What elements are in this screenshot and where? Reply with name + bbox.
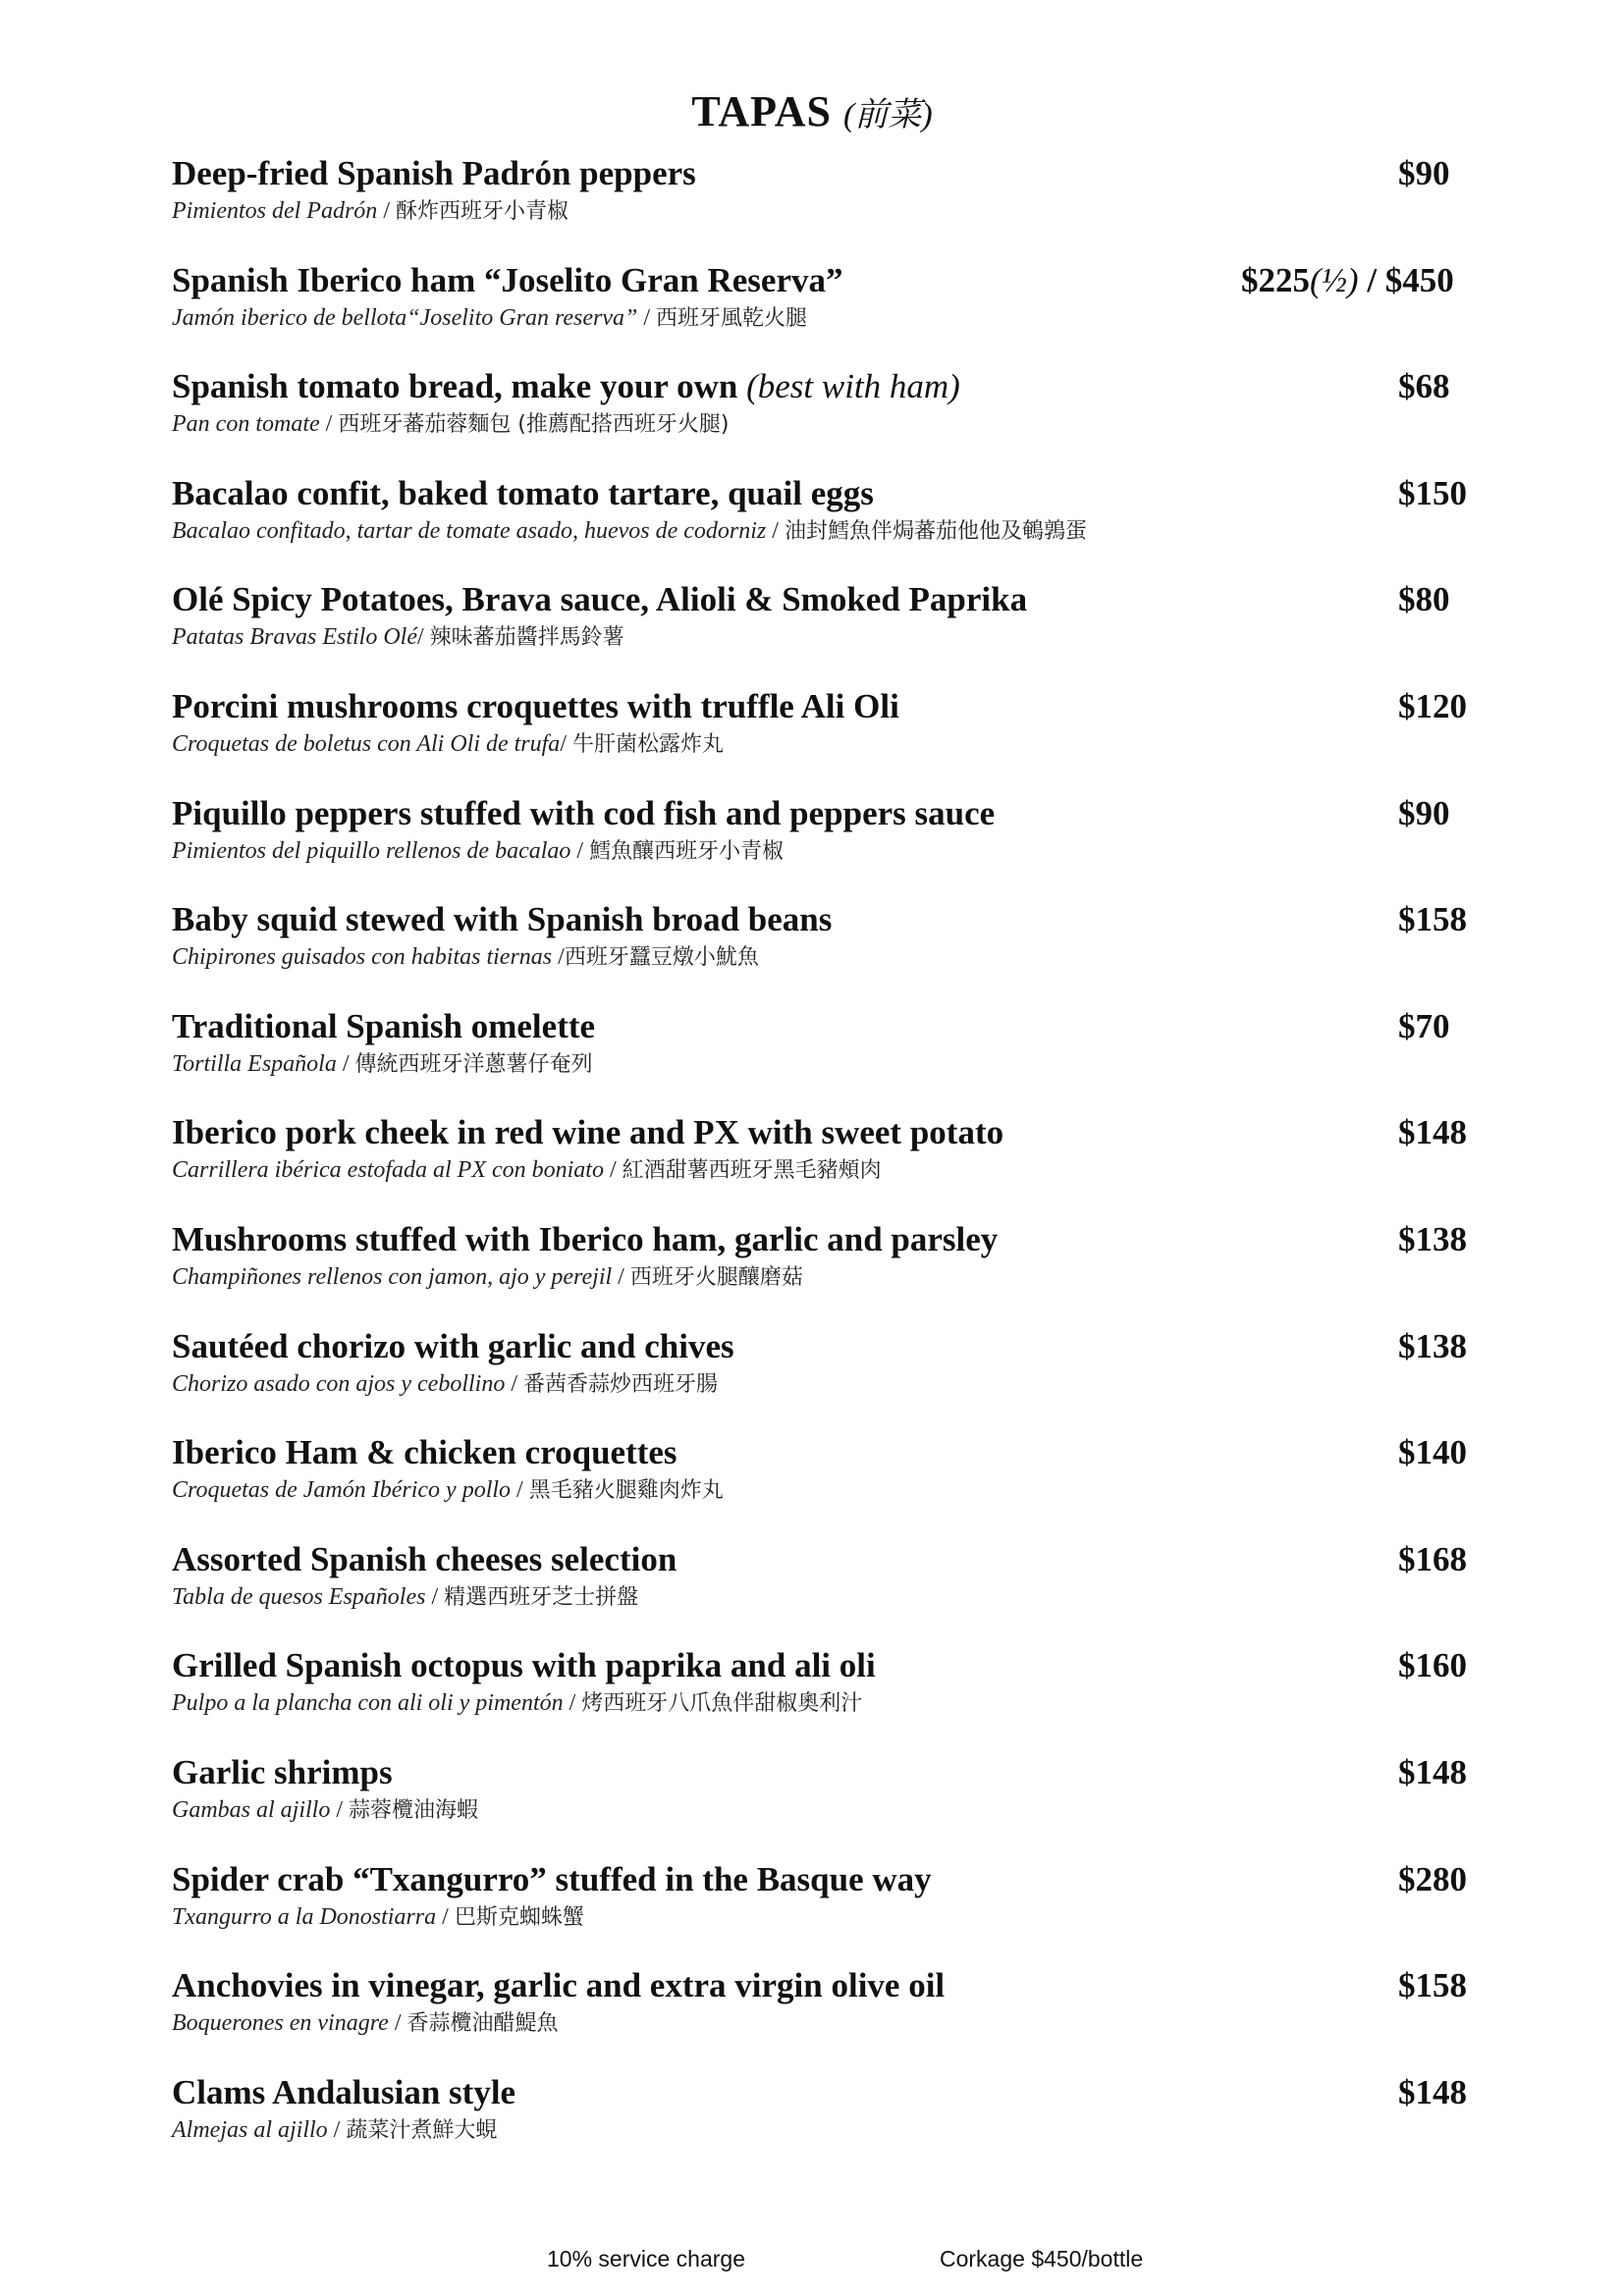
price-value: $70	[1398, 1006, 1450, 1045]
item-name-text: Piquillo peppers stuffed with cod fish and peppers sauce	[172, 793, 996, 832]
item-chinese-name: 蔬菜汁煮鮮大蜆	[346, 2117, 498, 2143]
item-name	[172, 1964, 945, 2007]
item-name	[172, 1218, 998, 1261]
item-spanish-name: Txangurro a la Donostiarra	[172, 1903, 437, 1930]
separator: /	[612, 1263, 630, 1290]
price-alt: / $450	[1358, 260, 1454, 299]
item-spanish-name: Bacalao confitado, tartar de tomate asado, huevos de codorniz	[172, 517, 767, 544]
item-name-text: Garlic shrimps	[172, 1752, 393, 1791]
price-value: $148	[1398, 1113, 1467, 1152]
item-chinese-name: 鱈魚釀西班牙小青椒	[589, 838, 785, 864]
item-name	[172, 578, 1027, 621]
menu-item	[172, 1325, 1488, 1432]
item-subtitle	[172, 408, 729, 441]
item-chinese-name: 傳統西班牙洋蔥薯仔奄列	[354, 1051, 593, 1077]
item-price	[1398, 1644, 1467, 1687]
price-value: $148	[1398, 2072, 1467, 2111]
menu-item	[172, 1431, 1488, 1538]
item-price	[1398, 1005, 1450, 1048]
separator: /	[637, 304, 657, 331]
menu-item	[172, 1538, 1488, 1645]
item-subtitle	[172, 1687, 862, 1720]
item-price	[1398, 1431, 1467, 1474]
separator: /	[327, 2116, 347, 2143]
item-spanish-name: Chorizo asado con ajos y cebollino	[172, 1370, 506, 1397]
item-chinese-name: 黑毛豬火腿雞肉炸丸	[528, 1478, 724, 1504]
item-price	[1398, 1858, 1467, 1901]
separator: /	[570, 837, 590, 864]
item-chinese-name: 西班牙風乾火腿	[656, 305, 808, 331]
separator: /	[388, 2010, 407, 2037]
price-value: $158	[1398, 900, 1467, 939]
item-chinese-name: 油封鱈魚伴焗蕃茄他他及鵪鶉蛋	[784, 518, 1087, 544]
item-name-text: Assorted Spanish cheeses selection	[172, 1539, 677, 1578]
item-spanish-name: Pan con tomate	[172, 411, 320, 438]
price-value: $168	[1398, 1539, 1467, 1578]
item-subtitle	[172, 941, 759, 974]
item-name-text: Clams Andalusian style	[172, 2072, 516, 2111]
page-title	[0, 86, 1624, 136]
item-name-text: Anchovies in vinegar, garlic and extra virgin olive oil	[172, 1966, 946, 2005]
item-spanish-name: Pimientos del Padrón	[172, 198, 378, 224]
item-name-text: Traditional Spanish omelette	[172, 1006, 596, 1045]
item-price	[1398, 898, 1467, 941]
item-subtitle	[172, 1368, 718, 1401]
item-name-text: Deep-fried Spanish Padrón peppers	[172, 154, 696, 192]
menu-item	[172, 792, 1488, 899]
item-price	[1398, 152, 1450, 195]
item-name-text: Olé Spicy Potatoes, Brava sauce, Alioli & Smoked Paprika	[172, 580, 1028, 619]
item-price	[1398, 472, 1467, 515]
item-subtitle	[172, 1581, 638, 1614]
item-name	[172, 152, 696, 195]
price-value: $68	[1398, 367, 1450, 406]
item-name-text: Sautéed chorizo with garlic and chives	[172, 1326, 734, 1365]
item-name-text: Porcini mushrooms croquettes with truffle Ali Oli	[172, 686, 899, 725]
menu-item	[172, 1964, 1488, 2071]
item-name-text: Mushrooms stuffed with Iberico ham, garlic and parsley	[172, 1219, 999, 1258]
menu-item	[172, 685, 1488, 792]
price-value: $90	[1398, 154, 1450, 192]
item-name-text: Spanish tomato bread, make your own	[172, 367, 747, 406]
item-price	[1398, 685, 1467, 728]
separator: /	[319, 411, 339, 438]
title-main: TAPAS	[691, 87, 833, 135]
item-name	[172, 472, 874, 515]
item-chinese-name: 牛肝菌松露炸丸	[571, 731, 724, 757]
price-value: $138	[1398, 1326, 1467, 1365]
price-value: $160	[1398, 1646, 1467, 1685]
item-name-text: Iberico pork cheek in red wine and PX with sweet potato	[172, 1113, 1004, 1152]
item-name-text: Iberico Ham & chicken croquettes	[172, 1433, 677, 1472]
item-subtitle	[172, 1474, 724, 1507]
separator: /	[330, 1796, 350, 1823]
item-name	[172, 259, 842, 302]
menu-item	[172, 365, 1488, 472]
item-chinese-name: 蒜蓉欖油海蝦	[349, 1797, 479, 1823]
item-price	[1398, 1751, 1467, 1794]
price-value: $158	[1398, 1966, 1467, 2005]
item-subtitle	[172, 1048, 593, 1081]
item-subtitle	[172, 1794, 478, 1827]
item-name-note: (best with ham)	[746, 367, 960, 406]
separator: /	[603, 1157, 623, 1184]
item-name	[172, 1005, 595, 1048]
item-spanish-name: Croquetas de Jamón Ibérico y pollo	[172, 1477, 512, 1504]
item-spanish-name: Pimientos del piquillo rellenos de bacalao	[172, 837, 571, 864]
corkage-note: Corkage $450/bottle	[940, 2246, 1144, 2271]
item-spanish-name: Chipirones guisados con habitas tiernas	[172, 944, 553, 971]
footer-notes	[0, 2246, 1624, 2275]
service-charge-note: 10% service charge	[547, 2246, 745, 2271]
menu-item	[172, 1644, 1488, 1751]
item-spanish-name: Croquetas de boletus con Ali Oli de trufa	[172, 730, 561, 757]
item-name	[172, 1111, 1003, 1154]
item-price	[1398, 2071, 1467, 2114]
item-name-text: Grilled Spanish octopus with paprika and ali oli	[172, 1646, 876, 1685]
menu-item	[172, 1111, 1488, 1218]
item-name	[172, 1751, 393, 1794]
item-name	[172, 1538, 677, 1581]
item-name	[172, 1858, 932, 1901]
item-name	[172, 1644, 876, 1687]
separator: /	[436, 1903, 455, 1930]
price-value: $148	[1398, 1752, 1467, 1791]
item-name-text: Baby squid stewed with Spanish broad beans	[172, 900, 833, 939]
item-name	[172, 685, 899, 728]
item-subtitle	[172, 2007, 559, 2040]
item-spanish-name: Gambas al ajillo	[172, 1796, 331, 1823]
menu-item	[172, 1751, 1488, 1858]
item-name	[172, 898, 832, 941]
menu-item	[172, 472, 1488, 579]
separator: /	[560, 730, 572, 757]
price-value: $280	[1398, 1859, 1467, 1898]
item-chinese-name: 酥炸西班牙小青椒	[395, 199, 568, 224]
separator: /	[377, 198, 396, 224]
price-value: $80	[1398, 580, 1450, 619]
separator: /	[552, 944, 565, 971]
item-spanish-name: Almejas al ajillo	[172, 2116, 328, 2143]
price-value: $90	[1398, 793, 1450, 832]
item-name	[172, 365, 960, 408]
menu-item	[172, 1005, 1488, 1112]
item-spanish-name: Tabla de quesos Españoles	[172, 1583, 426, 1610]
menu-item	[172, 152, 1488, 259]
item-subtitle	[172, 1261, 803, 1294]
separator: /	[766, 517, 785, 544]
item-chinese-name: 西班牙蠶豆燉小魷魚	[564, 945, 759, 971]
separator: /	[563, 1690, 582, 1717]
menu-item	[172, 1858, 1488, 1965]
item-price	[1398, 792, 1450, 835]
item-name-text: Bacalao confit, baked tomato tartare, quail eggs	[172, 473, 874, 512]
separator: /	[336, 1050, 355, 1077]
item-chinese-name: 烤西班牙八爪魚伴甜椒奧利汁	[581, 1691, 863, 1717]
item-chinese-name: 紅酒甜薯西班牙黑毛豬頰肉	[622, 1158, 882, 1184]
item-price	[1398, 578, 1450, 621]
separator: /	[425, 1583, 445, 1610]
price-value: $120	[1398, 686, 1467, 725]
item-chinese-name: 西班牙火腿釀磨菇	[629, 1264, 803, 1290]
item-name	[172, 1431, 677, 1474]
item-subtitle	[172, 302, 807, 335]
item-chinese-name: 精選西班牙芝士拼盤	[444, 1584, 639, 1610]
menu-list	[172, 152, 1488, 2177]
menu-item	[172, 2071, 1488, 2178]
item-spanish-name: Champiñones rellenos con jamon, ajo y perejil	[172, 1263, 613, 1290]
price-value: $140	[1398, 1433, 1467, 1472]
item-subtitle	[172, 195, 568, 228]
menu-item	[172, 1218, 1488, 1325]
item-price	[1398, 1218, 1467, 1261]
price-value: $150	[1398, 473, 1467, 512]
menu-item	[172, 259, 1488, 366]
item-price	[1398, 1538, 1467, 1581]
separator: /	[505, 1370, 523, 1397]
title-chinese: (前菜)	[843, 97, 933, 133]
item-name	[172, 1325, 734, 1368]
item-price	[1398, 1325, 1467, 1368]
item-subtitle	[172, 621, 624, 654]
separator: /	[511, 1477, 529, 1504]
item-price	[1398, 1111, 1467, 1154]
item-price	[1398, 365, 1450, 408]
item-spanish-name: Jamón iberico de bellota“Joselito Gran reserva”	[172, 304, 638, 331]
item-subtitle	[172, 835, 784, 868]
item-chinese-name: 辣味蕃茄醬拌馬鈴薯	[429, 625, 624, 651]
item-name-text: Spider crab “Txangurro” stuffed in the Basque way	[172, 1859, 932, 1898]
item-chinese-name: 番茜香蒜炒西班牙腸	[523, 1371, 719, 1397]
item-subtitle	[172, 515, 1087, 548]
item-name-text: Spanish Iberico ham “Joselito Gran Reserva”	[172, 260, 843, 299]
item-spanish-name: Patatas Bravas Estilo Olé	[172, 624, 417, 651]
price-note: (½)	[1310, 260, 1359, 299]
item-chinese-name: 西班牙蕃茄蓉麵包 (推薦配搭西班牙火腿)	[338, 412, 730, 438]
item-spanish-name: Boquerones en vinagre	[172, 2010, 389, 2037]
item-subtitle	[172, 1901, 584, 1934]
item-spanish-name: Carrillera ibérica estofada al PX con boniato	[172, 1157, 604, 1184]
item-chinese-name: 巴斯克蜘蛛蟹	[454, 1904, 584, 1930]
item-subtitle	[172, 728, 724, 761]
item-spanish-name: Tortilla Española	[172, 1050, 337, 1077]
item-price	[1241, 259, 1454, 302]
menu-item	[172, 898, 1488, 1005]
item-spanish-name: Pulpo a la plancha con ali oli y pimentón	[172, 1690, 564, 1717]
item-name	[172, 2071, 515, 2114]
price-value: $138	[1398, 1219, 1467, 1258]
item-name	[172, 792, 995, 835]
item-chinese-name: 香蒜欖油醋鯷魚	[406, 2011, 559, 2037]
item-price	[1398, 1964, 1467, 2007]
item-subtitle	[172, 1154, 882, 1187]
menu-item	[172, 578, 1488, 685]
item-subtitle	[172, 2114, 497, 2147]
separator: /	[416, 624, 430, 651]
price-value: $225	[1241, 260, 1310, 299]
